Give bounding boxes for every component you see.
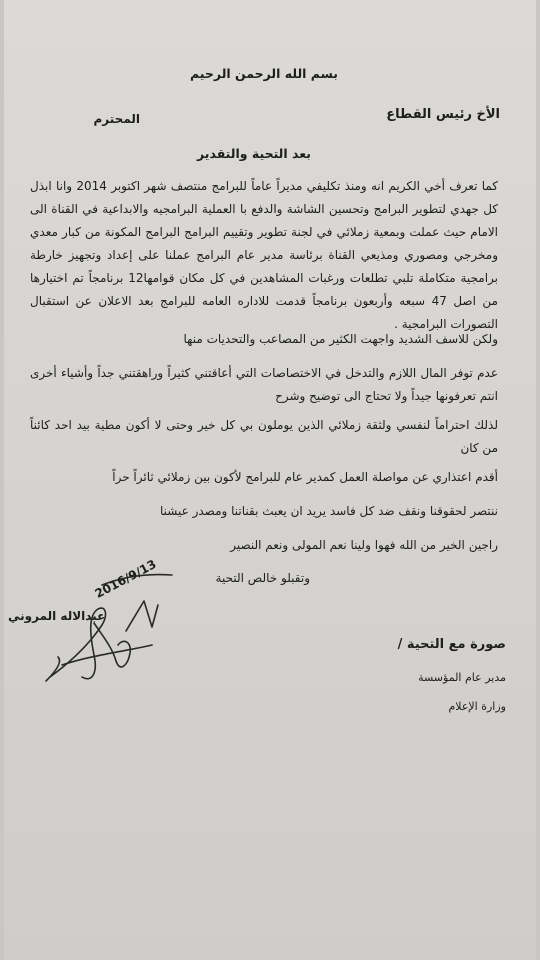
paragraph-reasons: عدم توفر المال اللازم والتدخل في الاختصاصات التي أعاقتني كثيراً وراهقتني جداً وأشياء أخرى انتم تعرفونها جيداً ولا تحتاج الى توضيح وشرح bbox=[30, 366, 498, 403]
closing-line: وتقبلو خالص التحية bbox=[215, 571, 310, 585]
paragraph-challenges: ولكن للاسف الشديد واجهت الكثير من المصاعب والتحديات منها bbox=[183, 332, 498, 346]
signature-date: 2016/9/13 bbox=[92, 557, 159, 601]
paragraph-hope: راجين الخير من الله فهوا ولينا نعم المولى ونعم النصير bbox=[230, 538, 498, 552]
basmala: بسم الله الرحمن الرحيم bbox=[190, 66, 338, 81]
letter-page bbox=[4, 0, 536, 960]
paragraph-intro: كما تعرف أخي الكريم انه ومنذ تكليفي مديراً عاماً للبرامج منتصف شهر اكتوبر 2014 وانا ابذل كل جهدي لتطوير البرامج وتحسين الشاشة والدفع با العملية البرامجيه والابداعية في القناة الى الامام حيث عملت وبمعية زملائي في لجنة تطوير وتقييم البرامج البرامج المكونة من كبار معدي ومخرجي ومصوري ومذيعي القناة برئاسة مدير عام البرامج عملنا على إعداد وتجهيز خارطة برامجية متكاملة تلبي تطلعات ورغبات المشاهدين في كل مكان قوامها12 برنامجاً تم اختيارها من اصل 47 سبعه وأربعون برنامجاً قدمت للاداره العامه للبرامج بعد الاعلان عن استقبال التصورات البرامجية . bbox=[30, 179, 498, 331]
copy-recipient-2: وزارة الإعلام bbox=[448, 700, 506, 713]
greeting: بعد التحية والتقدير bbox=[197, 146, 311, 161]
copy-recipient-1: مدير عام المؤسسة bbox=[418, 671, 506, 684]
paragraph-respect: لذلك احتراماً لنفسي ولثقة زملائي الذين يوملون بي كل خير وحتى لا أكون مطية بيد احد كائناً من كان bbox=[30, 418, 498, 455]
paragraph-stand: ننتصر لحقوقنا ونقف ضد كل فاسد يريد ان يعبث بقناتنا ومصدر عيشنا bbox=[160, 504, 498, 518]
addressee: الأخ رئيس القطاع bbox=[386, 107, 500, 122]
signatory-name: عبدالاله المروني bbox=[8, 609, 106, 623]
paragraph-resignation: أقدم اعتذاري عن مواصلة العمل كمدير عام للبرامج لأكون بين زملائي ثائراً حراً bbox=[112, 470, 498, 484]
copies-heading: صورة مع التحية / bbox=[397, 637, 506, 652]
honorific: المحترم bbox=[93, 112, 140, 126]
